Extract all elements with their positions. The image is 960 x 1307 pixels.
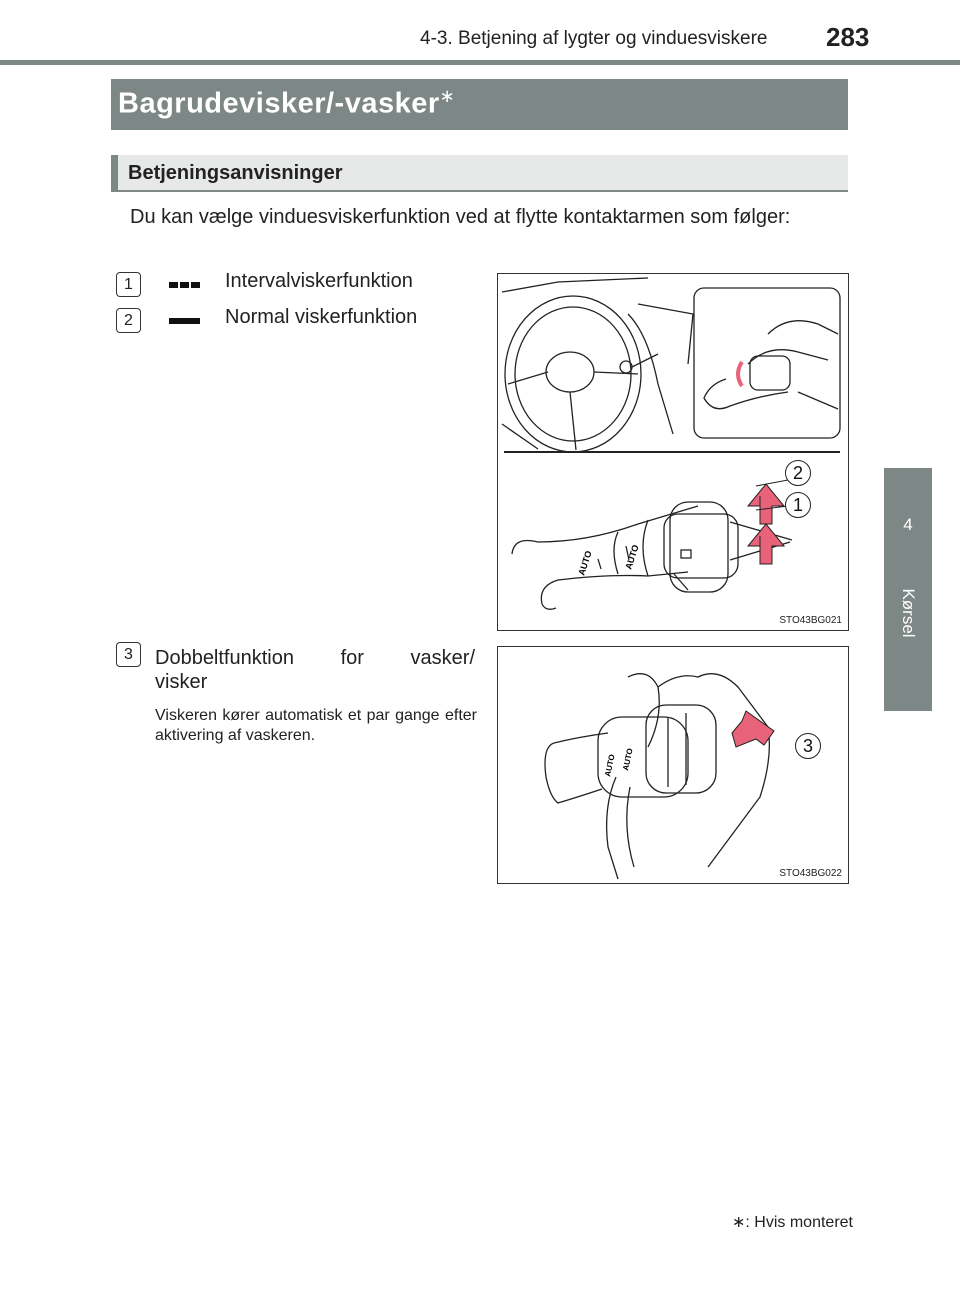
- callout-1: 1: [785, 492, 811, 518]
- callout-2: 2: [785, 460, 811, 486]
- item-label-2: Normal viskerfunktion: [225, 306, 418, 328]
- page-number: 283: [826, 22, 870, 52]
- header-rule: [0, 60, 960, 65]
- item-label-3: Dobbeltfunktion for vasker/: [155, 647, 475, 669]
- chapter-label: [884, 578, 932, 648]
- normal-wipe-icon: [166, 314, 204, 328]
- switch-auto-label-b: AUTO: [623, 543, 641, 571]
- figure-code: STO43BG021: [779, 615, 842, 626]
- title-text: Bagrudevisker/-vasker: [118, 87, 440, 120]
- footnote-text: : Hvis monteret: [745, 1214, 853, 1231]
- callout-3: 3: [795, 733, 821, 759]
- intro-paragraph: Du kan vælge vinduesviskerfunktion ved at flytte kontaktarmen som følger:: [130, 206, 791, 228]
- washer-stalk-illustration: [498, 647, 848, 883]
- chapter-number: 4: [903, 515, 913, 534]
- footnote-asterisk: ∗: [732, 1214, 746, 1231]
- chapter-label-text: Kørsel: [899, 588, 918, 638]
- switch-auto-label-a: AUTO: [576, 549, 594, 577]
- wiper-stalk-illustration: [498, 274, 848, 630]
- item-number-2: 2: [116, 308, 141, 333]
- switch-auto-label-c: AUTO: [603, 753, 617, 778]
- subheading-accent: [111, 155, 118, 192]
- item-label-1: Intervalviskerfunktion: [225, 270, 413, 292]
- item-number-1: 1: [116, 272, 141, 297]
- figure-wiper-stalk-positions: [497, 273, 849, 631]
- title-asterisk: ∗: [439, 86, 456, 106]
- item-number-3: 3: [116, 642, 141, 667]
- page-title: [118, 86, 455, 121]
- item-description-3: Viskeren kører automatisk et par gange efter aktivering af vaskeren.: [155, 707, 477, 744]
- item-label-3-cont: visker: [155, 671, 208, 693]
- figure-washer-function: [497, 646, 849, 884]
- subheading: Betjeningsanvisninger: [128, 162, 343, 184]
- switch-auto-label-d: AUTO: [621, 747, 635, 772]
- section-header: 4-3. Betjening af lygter og vinduesviskere: [420, 28, 768, 49]
- footnote: [732, 1212, 853, 1232]
- intermittent-wipe-icon: [166, 278, 204, 292]
- figure-code: STO43BG022: [779, 868, 842, 879]
